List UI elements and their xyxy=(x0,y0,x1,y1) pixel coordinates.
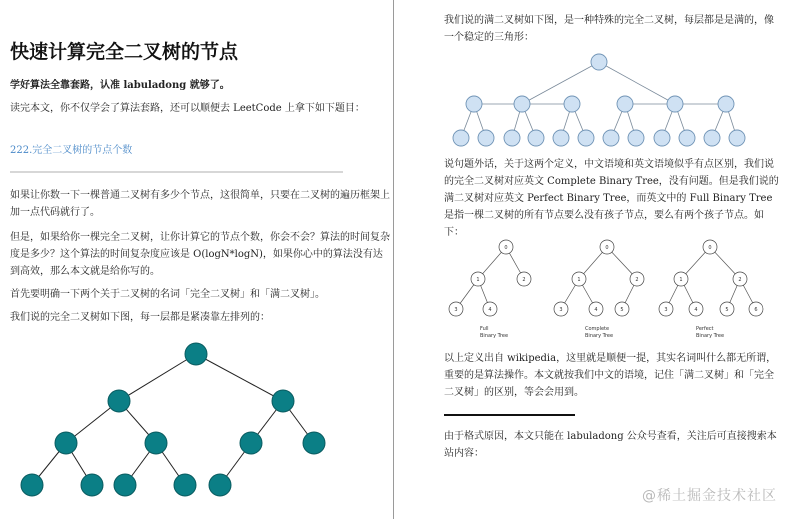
intro-text: 读完本文，你不仅学会了算法套路，还可以顺便去 LeetCode 上拿下如下题目： xyxy=(10,103,365,114)
tree-node xyxy=(564,96,580,112)
tree-node xyxy=(667,96,683,112)
node-label: 3 xyxy=(664,307,668,313)
tree-node xyxy=(591,54,607,70)
page-title: 快速计算完全二叉树的节点 xyxy=(10,41,239,63)
node-label: 0 xyxy=(605,245,609,251)
tree-node xyxy=(453,130,469,146)
tree-node xyxy=(145,432,167,454)
paragraph-ordinary-tree: 如果让你数一下一棵普通二叉树有多少个节点，这很简单，只要在二叉树的遍历框架上加一点代码就行了。 xyxy=(10,190,390,218)
tree-node xyxy=(55,432,77,454)
paragraph-perfect-tree: 我们说的满二叉树如下图，是一种特殊的完全二叉树，每层都是是满的，像一个稳定的三角形： xyxy=(444,15,774,43)
tree-node xyxy=(272,390,294,412)
tree-node xyxy=(303,432,325,454)
complete-tree-caption: Complete xyxy=(585,326,610,332)
tree-node xyxy=(478,130,494,146)
tree-node xyxy=(578,130,594,146)
tree-node xyxy=(553,130,569,146)
node-label: 4 xyxy=(594,307,598,313)
node-label: 4 xyxy=(694,307,698,313)
node-label: 1 xyxy=(476,277,480,283)
problem-link[interactable]: 222.完全二叉树的节点个数 xyxy=(10,145,133,156)
tree-node xyxy=(108,390,130,412)
complete-binary-tree-diagram xyxy=(0,330,393,519)
node-label: 3 xyxy=(454,307,458,313)
left-page xyxy=(0,0,393,519)
binary-tree-types-diagram xyxy=(444,236,784,346)
paragraph-definitions: 说句题外话，关于这两个定义，中文语境和英文语境似乎有点区别，我们说的完全二叉树对应英文 Complete Binary Tree，没有问题。但是我们说的满二叉树对应英文 Perfect Binary Tree，而英文中的 Full Binary Tree 是指一棵二叉树的所有节点要么没有孩子节点，要么有两个孩子节点。如下： xyxy=(444,159,779,238)
tree-node xyxy=(466,96,482,112)
tree-node xyxy=(679,130,695,146)
paragraph-format-note: 由于格式原因，本文只能在 labuladong 公众号查看，关注后可直接搜索本站内容： xyxy=(444,431,777,459)
tree-node xyxy=(514,96,530,112)
node-label: 1 xyxy=(577,277,581,283)
section-divider xyxy=(10,171,343,173)
perfect-tree-caption: Binary Tree xyxy=(696,333,725,339)
tree-node xyxy=(704,130,720,146)
node-label: 2 xyxy=(738,277,742,283)
perfect-tree-caption: Perfect xyxy=(696,326,714,332)
tree-node xyxy=(504,130,520,146)
tree-node xyxy=(114,474,136,496)
paragraph-terms: 首先要明确一下两个关于二叉树的名词「完全二叉树」和「满二叉树」。 xyxy=(10,289,325,300)
section-divider xyxy=(444,414,575,416)
node-label: 4 xyxy=(488,307,492,313)
node-label: 1 xyxy=(679,277,683,283)
node-label: 5 xyxy=(620,307,624,313)
tree-node xyxy=(603,130,619,146)
tree-node xyxy=(174,474,196,496)
paragraph-complexity: 但是，如果给你一棵完全二叉树，让你计算它的节点个数，你会不会？算法的时间复杂度是多少？这个算法的时间复杂度应该是 O(logN*logN)，如果你心中的算法没有达到高效，那么本文就是给你写的。 xyxy=(10,232,390,277)
full-tree-caption: Full xyxy=(480,326,489,332)
tree-node xyxy=(240,432,262,454)
full-tree-caption: Binary Tree xyxy=(480,333,509,339)
paragraph-complete-tree: 我们说的完全二叉树如下图，每一层都是紧凑靠左排列的： xyxy=(10,312,270,323)
tree-node xyxy=(628,130,644,146)
intro-bold-text: 学好算法全靠套路，认准 labuladong 就够了。 xyxy=(10,80,230,91)
complete-tree-caption: Binary Tree xyxy=(585,333,614,339)
node-label: 0 xyxy=(504,245,508,251)
tree-node xyxy=(81,474,103,496)
watermark: @稀土掘金技术社区 xyxy=(642,488,777,504)
node-label: 6 xyxy=(754,307,758,313)
tree-node xyxy=(617,96,633,112)
tree-node xyxy=(729,130,745,146)
tree-node xyxy=(654,130,670,146)
node-label: 0 xyxy=(708,245,712,251)
tree-node xyxy=(185,343,207,365)
node-label: 3 xyxy=(559,307,563,313)
perfect-binary-tree-diagram xyxy=(444,52,784,148)
right-page xyxy=(394,0,789,519)
tree-node xyxy=(718,96,734,112)
node-label: 2 xyxy=(635,277,639,283)
paragraph-wikipedia: 以上定义出自 wikipedia，这里就是顺便一提，其实名词叫什么都无所谓，重要的是算法操作。本文就按我们中文的语境，记住「满二叉树」和「完全二叉树」的区别，等会会用到。 xyxy=(444,353,777,398)
node-label: 2 xyxy=(522,277,526,283)
tree-node xyxy=(209,474,231,496)
tree-node xyxy=(21,474,43,496)
node-label: 5 xyxy=(725,307,729,313)
tree-node xyxy=(528,130,544,146)
